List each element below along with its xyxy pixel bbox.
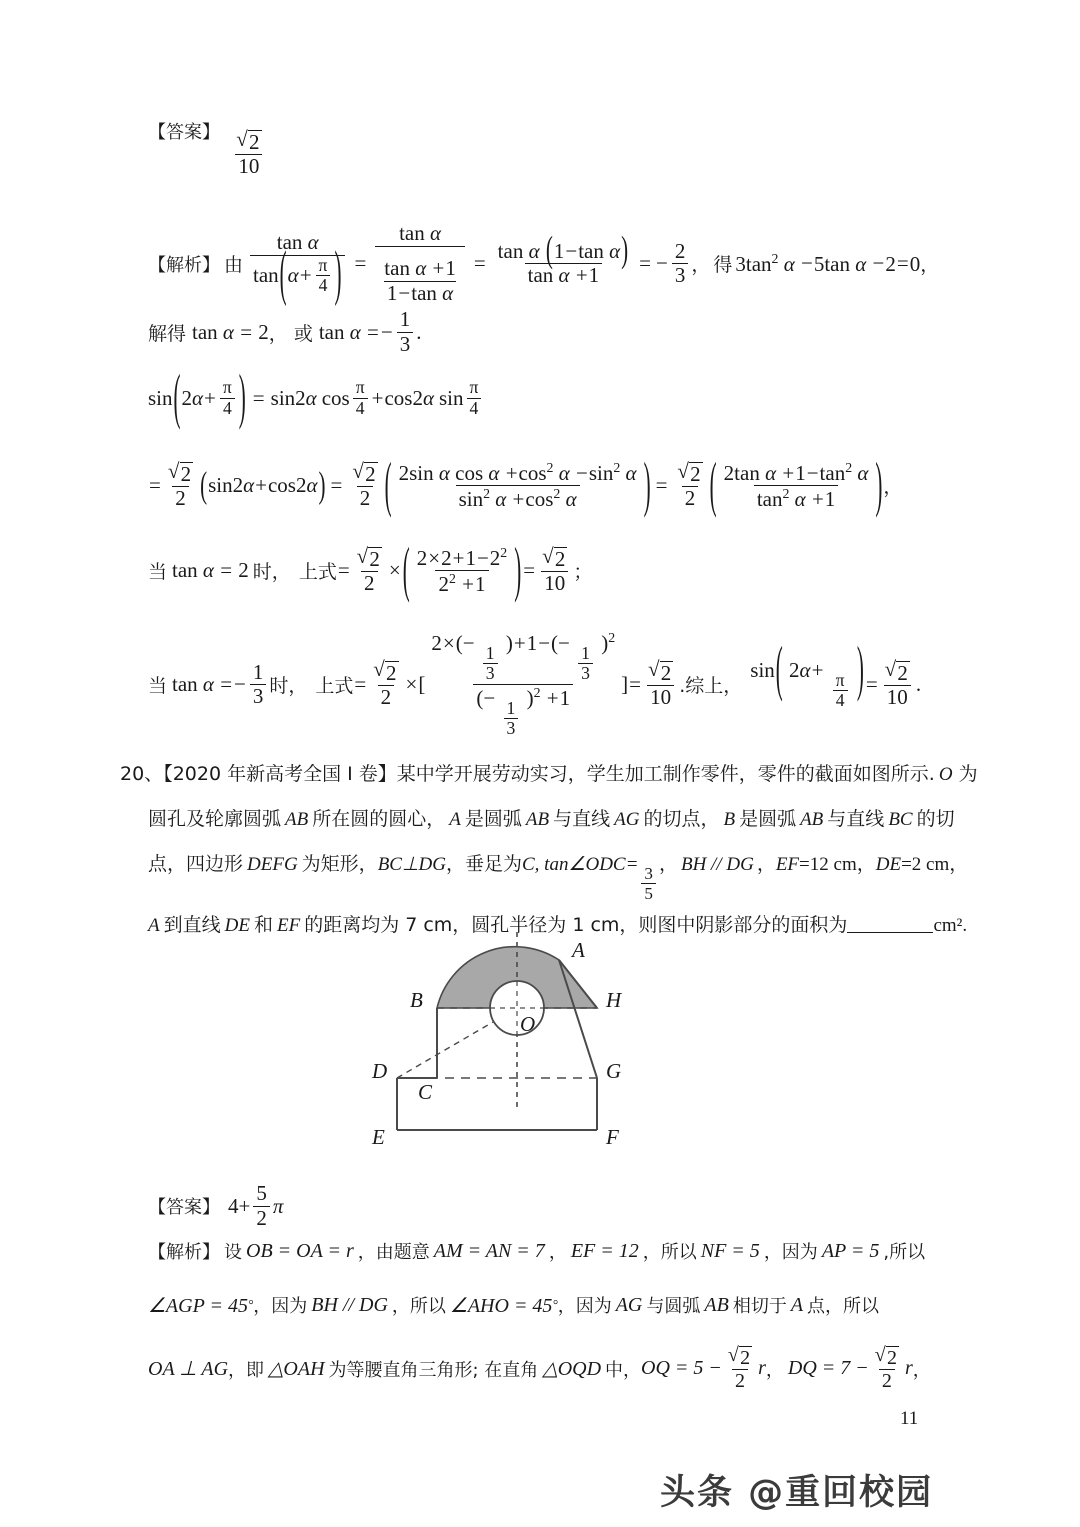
page-number: 11 — [900, 1408, 919, 1429]
figure-label-G: G — [606, 1059, 622, 1083]
tan-odc-fraction: $\frac{3}{5}$ — [641, 864, 656, 903]
oq-sqrt-fraction: √ $\frac{2}{2}$ — [725, 1345, 755, 1393]
conclusion-prefix: 得 — [713, 254, 733, 277]
edge-ag — [559, 960, 597, 1078]
problem-20-source: 【2020 年新高考全国 I 卷】 — [163, 763, 397, 785]
answer-tag-20: 【答案】 — [148, 1197, 220, 1219]
problem-20-line-1: 20、【2020 年新高考全国 I 卷】某中学开展劳动实习，学生加工制作零件，零件的截面如图所示. O 为 — [120, 763, 978, 785]
figure-label-O: O — [520, 1012, 536, 1036]
figure-label-B: B — [410, 988, 423, 1012]
analysis-19-line5: 当 tan α = 2 时， 上式 = √ $\frac{2}{2}$ × ( $\frac{2\times 2+1-2^2}{2^2 +1}$ ) = √ $\frac{2}{10}$ ； — [148, 545, 592, 597]
problem-20-line-2: 圆孔及轮廓圆弧 AB 所在圆的圆心， A 是圆弧 AB 与直线 AG 的切点， B 是圆弧 AB 与直线 BC 的切 — [148, 808, 955, 830]
analysis-20-line3: OA ⊥ AG ，即 △OAH 为等腰直角三角形; 在直角 △OQD 中， OQ = 5 − √ $\frac{2}{2}$ r ， DQ = 7 − √ $\frac{2}{2}$ r ， — [148, 1345, 931, 1393]
figure-label-H: H — [606, 988, 622, 1012]
analysis-19-line1: 【解析】 由 tan α tan ( α + $\frac{\pi}{4}$ ) = $\frac{\text{tan α}}{\frac{\text{tan α +1}}{\text{1−tan α}}}$ = $\frac{\text{tan α (1−tan α)}}{\text{tan α +1}}$ = − $\frac{2}{3}$ ， 得 $3\tan^2$ α −5tan α −2=0 ， — [148, 221, 940, 308]
answer-tag-19: 【答案】 — [148, 122, 220, 143]
problem-20-line-3: 点，四边形 DEFG 为矩形，BC⊥DG，垂足为C, tan∠ODC= $\frac{3}{5}$ ， BH // DG ，EF=12 cm，DE=2 cm， — [148, 853, 969, 904]
answer-20-line: 【答案】 4+ $\frac{5}{2}$ π — [148, 1181, 284, 1230]
solve-prefix: 解得 — [148, 322, 187, 345]
figure-label-E: E — [372, 1125, 385, 1149]
problem-20-line-4: A 到直线 DE 和 EF 的距离均为 7 cm，圆孔半径为 1 cm，则图中阴影部分的面积为 cm². — [148, 914, 968, 937]
figure-label-F: F — [606, 1125, 619, 1149]
analysis-tag-20: 【解析】 — [148, 1242, 220, 1263]
figure-label-D: D — [372, 1059, 388, 1083]
root2-fraction: $\frac{1}{3}$ — [397, 308, 414, 356]
figure-label-C: C — [418, 1080, 433, 1104]
expr-value-fraction: $\frac{2}{3}$ — [672, 240, 689, 288]
problem-20-statement — [120, 752, 1000, 948]
analysis-lead: 由 — [224, 254, 244, 277]
expr3-fraction: $\frac{\text{tan α (1−tan α)}}{\text{tan α +1}}$ — [497, 228, 629, 288]
circular-hole — [490, 981, 544, 1035]
answer-19-line — [148, 118, 268, 179]
quadratic-equation: $3\tan^2$ α −5tan α −2=0 — [735, 250, 921, 276]
answer-blank[interactable] — [847, 914, 933, 933]
analysis-tag-19: 【解析】 — [148, 254, 220, 276]
expr2-fraction: $\frac{\text{tan α}}{\frac{\text{tan α +1}}{\text{1−tan α}}}$ — [375, 222, 465, 305]
figure-label-A: A — [572, 938, 585, 962]
analysis-19-line4: = √ $\frac{2}{2}$ ( sin 2 α + cos 2 α ) = √ $\frac{2}{2}$ ( $\frac{2\sin \alpha \cos \alpha +\cos^2 \alpha -\sin^2 \alpha}{\sin^2 \alpha +\cos^2 \alpha}$ ) = √ $\frac{2}{2}$ ( $\frac{2\tan \alpha +1-\tan^2 \alpha}{\tan^2 \alpha +1}$ ) ， — [148, 460, 902, 512]
answer-19-fraction — [233, 129, 264, 179]
watermark: 头条 @重回校园 — [660, 1473, 934, 1513]
answer-19-den: 10 — [235, 154, 262, 179]
analysis-20-line1: 【解析】 设 OB = OA = r ，由题意 AM = AN = 7 ， EF = 12 ，所以 NF = 5 ，因为 AP = 5 ,所以 — [148, 1239, 926, 1263]
analysis-19-line2: 解得 tan α = 2 ， 或 tan α =− $\frac{1}{3}$ . — [148, 307, 422, 356]
analysis-19-line3: sin ( 2 α + $\frac{\pi}{4}$ ) = sin 2 α cos $\frac{\pi}{4}$ + cos 2 α sin $\frac{\pi}{4}$ — [148, 378, 484, 419]
problem-20-number: 20、 — [120, 763, 164, 785]
answer-20-fraction: $\frac{5}{2}$ — [253, 1182, 270, 1230]
figure-svg — [360, 930, 740, 1175]
analysis-20-line2: ∠AGP = 45 ° ，因为 BH // DG ，所以 ∠AHO = 45 ° ，因为 AG 与圆弧 AB 相切于 A 点，所以 — [148, 1293, 880, 1317]
part-cross-section-figure — [360, 930, 740, 1175]
dq-sqrt-fraction: √ $\frac{2}{2}$ — [872, 1345, 902, 1393]
answer-19-num: 2 — [249, 129, 260, 154]
expr1-fraction: tan α tan ( α + $\frac{\pi}{4}$ ) — [250, 231, 345, 296]
analysis-19-line6: 当 tan α =− $\frac{1}{3}$ 时， 上式 = √ $\frac{2}{2}$ × [ 2×(− $\frac{1}{3}$ )+1−(− $\frac{1}{3}$ )$^2$ (− $\frac{1}{3}$ )$^2$ +1 ] = √ $\frac{2}{10}$ .综上， sin( 2α+ $\frac{\pi}{4}$ ) = √ $\frac{2}{10}$ . — [148, 630, 921, 739]
